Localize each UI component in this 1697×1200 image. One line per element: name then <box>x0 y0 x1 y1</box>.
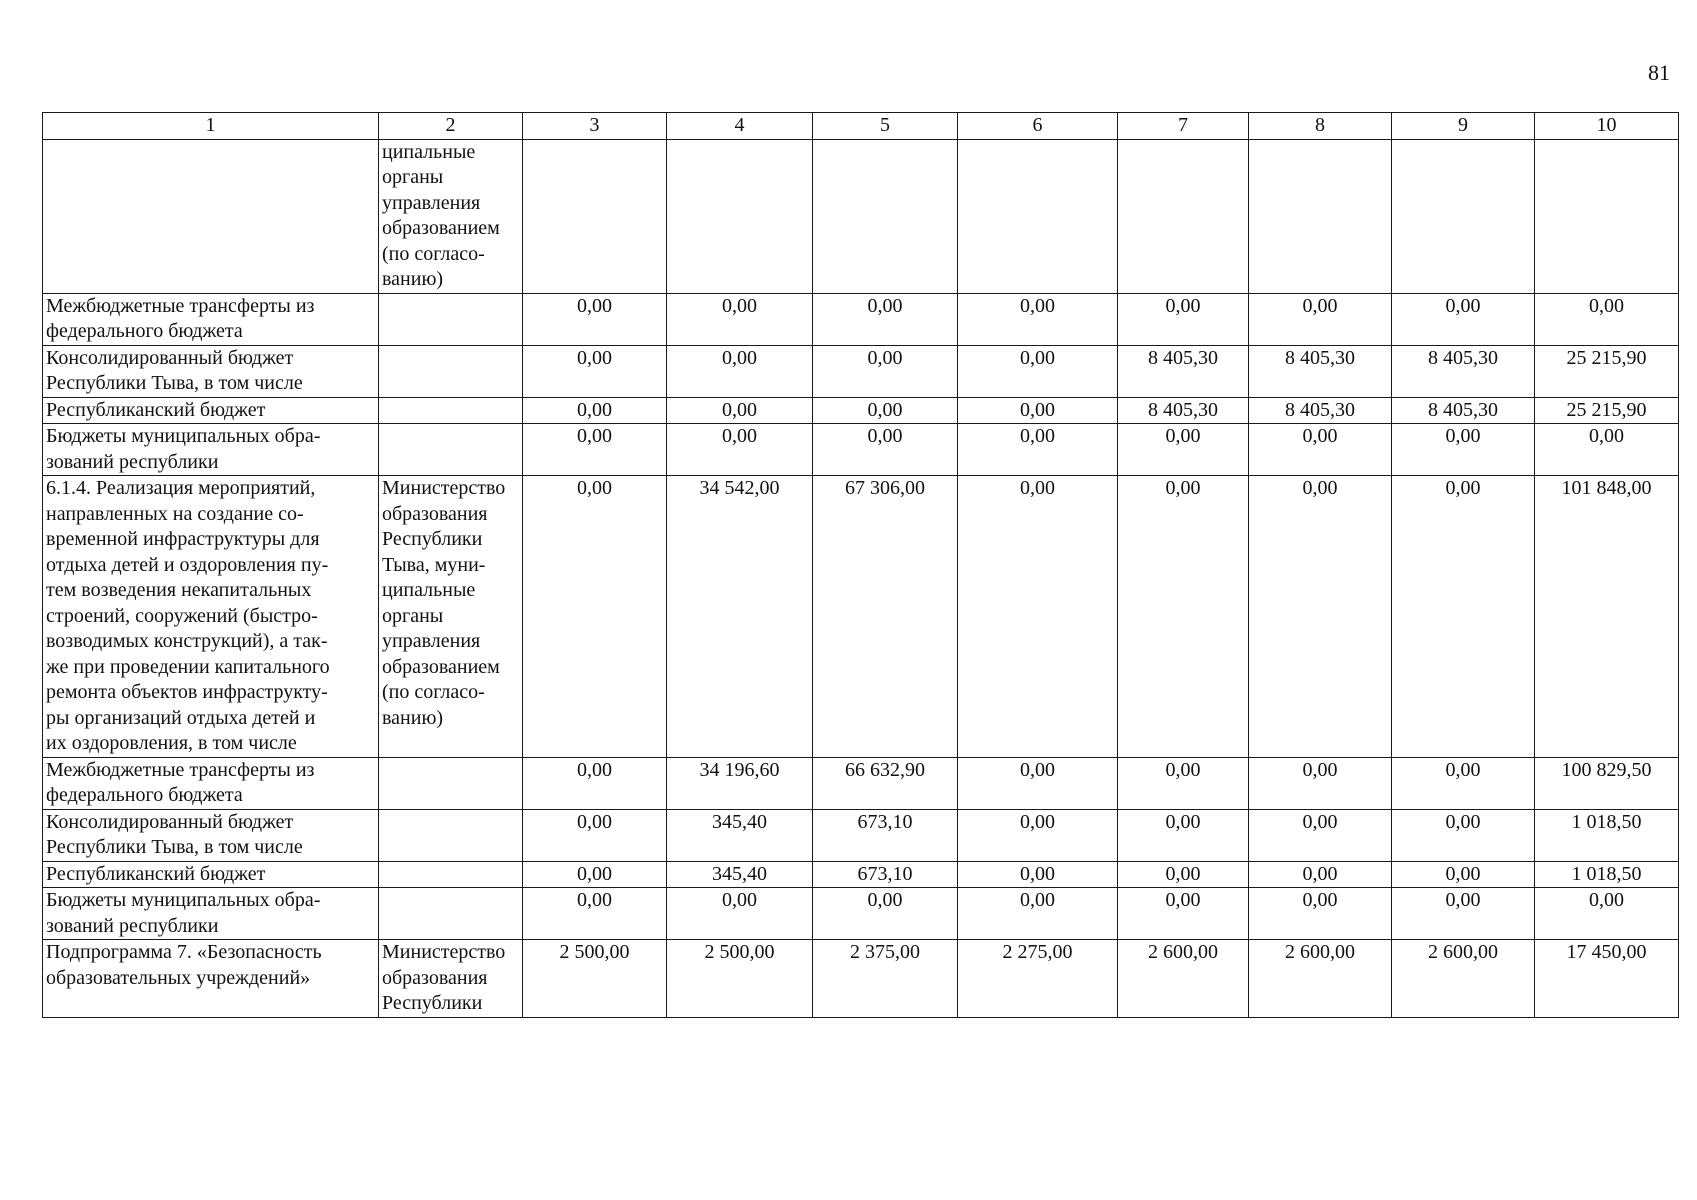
column-header-10: 10 <box>1535 113 1679 140</box>
value-cell: 0,00 <box>667 345 813 397</box>
value-cell: 8 405,30 <box>1249 397 1392 424</box>
row-name: Республиканский бюджет <box>43 861 379 888</box>
budget-table <box>42 112 1679 1018</box>
row-executor: Министерство образования Республики Тыва, муни- ципальные органы управления образованием (по согласо- ванию) <box>379 476 523 758</box>
table-row <box>43 345 1679 397</box>
value-cell: 0,00 <box>813 888 958 940</box>
value-cell: 0,00 <box>1535 293 1679 345</box>
value-cell: 8 405,30 <box>1118 345 1249 397</box>
value-cell: 0,00 <box>1118 861 1249 888</box>
value-cell: 1 018,50 <box>1535 809 1679 861</box>
value-cell: 345,40 <box>667 809 813 861</box>
table-row <box>43 757 1679 809</box>
table-row <box>43 476 1679 758</box>
value-cell: 0,00 <box>523 809 667 861</box>
value-cell: 0,00 <box>1392 888 1535 940</box>
value-cell: 2 600,00 <box>1392 940 1535 1018</box>
value-cell: 0,00 <box>813 397 958 424</box>
value-cell: 0,00 <box>1118 888 1249 940</box>
value-cell: 0,00 <box>667 424 813 476</box>
table-row <box>43 397 1679 424</box>
value-cell: 673,10 <box>813 861 958 888</box>
row-name: Консолидированный бюджет Республики Тыва, в том числе <box>43 345 379 397</box>
row-executor <box>379 345 523 397</box>
value-cell <box>1535 139 1679 293</box>
value-cell <box>523 139 667 293</box>
value-cell: 345,40 <box>667 861 813 888</box>
value-cell: 0,00 <box>1249 809 1392 861</box>
value-cell: 2 500,00 <box>523 940 667 1018</box>
value-cell: 8 405,30 <box>1392 345 1535 397</box>
value-cell: 8 405,30 <box>1118 397 1249 424</box>
value-cell: 0,00 <box>958 397 1118 424</box>
table-row <box>43 861 1679 888</box>
value-cell: 0,00 <box>1118 424 1249 476</box>
value-cell: 0,00 <box>958 861 1118 888</box>
column-header-3: 3 <box>523 113 667 140</box>
value-cell: 25 215,90 <box>1535 397 1679 424</box>
value-cell: 0,00 <box>958 424 1118 476</box>
value-cell: 25 215,90 <box>1535 345 1679 397</box>
value-cell: 0,00 <box>523 757 667 809</box>
value-cell: 0,00 <box>958 293 1118 345</box>
table-row <box>43 424 1679 476</box>
row-executor <box>379 424 523 476</box>
value-cell: 0,00 <box>523 424 667 476</box>
value-cell: 100 829,50 <box>1535 757 1679 809</box>
value-cell: 0,00 <box>813 345 958 397</box>
column-header-2: 2 <box>379 113 523 140</box>
value-cell: 0,00 <box>1118 757 1249 809</box>
value-cell: 0,00 <box>667 397 813 424</box>
value-cell <box>1118 139 1249 293</box>
value-cell: 0,00 <box>523 476 667 758</box>
value-cell <box>813 139 958 293</box>
value-cell: 0,00 <box>958 888 1118 940</box>
value-cell: 17 450,00 <box>1535 940 1679 1018</box>
row-name: Бюджеты муниципальных обра- зований республики <box>43 424 379 476</box>
row-name: Бюджеты муниципальных обра- зований республики <box>43 888 379 940</box>
value-cell: 2 500,00 <box>667 940 813 1018</box>
value-cell <box>958 139 1118 293</box>
value-cell: 0,00 <box>958 757 1118 809</box>
row-name <box>43 139 379 293</box>
row-executor <box>379 293 523 345</box>
value-cell: 2 600,00 <box>1249 940 1392 1018</box>
value-cell: 2 275,00 <box>958 940 1118 1018</box>
value-cell: 2 600,00 <box>1118 940 1249 1018</box>
column-header-9: 9 <box>1392 113 1535 140</box>
column-header-1: 1 <box>43 113 379 140</box>
value-cell: 67 306,00 <box>813 476 958 758</box>
column-header-4: 4 <box>667 113 813 140</box>
row-name: Подпрограмма 7. «Безопасность образовательных учреждений» <box>43 940 379 1018</box>
value-cell: 0,00 <box>1392 476 1535 758</box>
value-cell: 0,00 <box>1118 809 1249 861</box>
value-cell: 0,00 <box>667 293 813 345</box>
value-cell: 0,00 <box>523 861 667 888</box>
value-cell: 1 018,50 <box>1535 861 1679 888</box>
column-header-5: 5 <box>813 113 958 140</box>
value-cell: 0,00 <box>1249 293 1392 345</box>
value-cell: 0,00 <box>523 293 667 345</box>
value-cell: 0,00 <box>1535 888 1679 940</box>
header-row <box>43 113 1679 140</box>
row-executor: ципальные органы управления образованием (по согласо- ванию) <box>379 139 523 293</box>
value-cell: 0,00 <box>958 345 1118 397</box>
value-cell <box>1249 139 1392 293</box>
value-cell: 66 632,90 <box>813 757 958 809</box>
value-cell: 34 542,00 <box>667 476 813 758</box>
column-header-7: 7 <box>1118 113 1249 140</box>
value-cell: 0,00 <box>1535 424 1679 476</box>
value-cell: 0,00 <box>1392 757 1535 809</box>
value-cell: 8 405,30 <box>1392 397 1535 424</box>
value-cell: 0,00 <box>1249 861 1392 888</box>
table-row <box>43 888 1679 940</box>
row-name: 6.1.4. Реализация мероприятий, направленных на создание со- временной инфраструктуры для отдыха детей и оздоровления пу- тем возведения некапитальных строений, сооружений (быстро- возводимых конструкций), а так- же при проведении капитального ремонта объектов инфраструкту- ры организаций отдыха детей и их оздоровления, в том числе <box>43 476 379 758</box>
row-name: Республиканский бюджет <box>43 397 379 424</box>
table-row <box>43 293 1679 345</box>
value-cell: 0,00 <box>1392 424 1535 476</box>
value-cell: 0,00 <box>1249 424 1392 476</box>
value-cell: 0,00 <box>958 809 1118 861</box>
table-body <box>43 113 1679 1018</box>
value-cell: 0,00 <box>1249 476 1392 758</box>
row-executor <box>379 809 523 861</box>
column-header-6: 6 <box>958 113 1118 140</box>
row-executor <box>379 861 523 888</box>
value-cell: 0,00 <box>1392 809 1535 861</box>
table-row <box>43 809 1679 861</box>
value-cell: 673,10 <box>813 809 958 861</box>
value-cell: 0,00 <box>813 424 958 476</box>
row-executor: Министерство образования Республики <box>379 940 523 1018</box>
value-cell: 0,00 <box>1392 861 1535 888</box>
column-header-8: 8 <box>1249 113 1392 140</box>
table-row <box>43 940 1679 1018</box>
value-cell: 0,00 <box>1118 293 1249 345</box>
row-name: Межбюджетные трансферты из федерального бюджета <box>43 293 379 345</box>
value-cell: 0,00 <box>523 397 667 424</box>
row-name: Консолидированный бюджет Республики Тыва, в том числе <box>43 809 379 861</box>
value-cell: 0,00 <box>667 888 813 940</box>
value-cell: 0,00 <box>1249 888 1392 940</box>
table-row <box>43 139 1679 293</box>
value-cell: 0,00 <box>958 476 1118 758</box>
value-cell: 0,00 <box>523 888 667 940</box>
row-executor <box>379 888 523 940</box>
value-cell <box>667 139 813 293</box>
value-cell: 8 405,30 <box>1249 345 1392 397</box>
value-cell: 0,00 <box>523 345 667 397</box>
value-cell: 0,00 <box>1392 293 1535 345</box>
value-cell: 0,00 <box>1249 757 1392 809</box>
row-executor <box>379 757 523 809</box>
page-number: 81 <box>1648 60 1670 85</box>
row-executor <box>379 397 523 424</box>
value-cell: 0,00 <box>813 293 958 345</box>
row-name: Межбюджетные трансферты из федерального бюджета <box>43 757 379 809</box>
value-cell <box>1392 139 1535 293</box>
value-cell: 101 848,00 <box>1535 476 1679 758</box>
value-cell: 0,00 <box>1118 476 1249 758</box>
value-cell: 2 375,00 <box>813 940 958 1018</box>
value-cell: 34 196,60 <box>667 757 813 809</box>
